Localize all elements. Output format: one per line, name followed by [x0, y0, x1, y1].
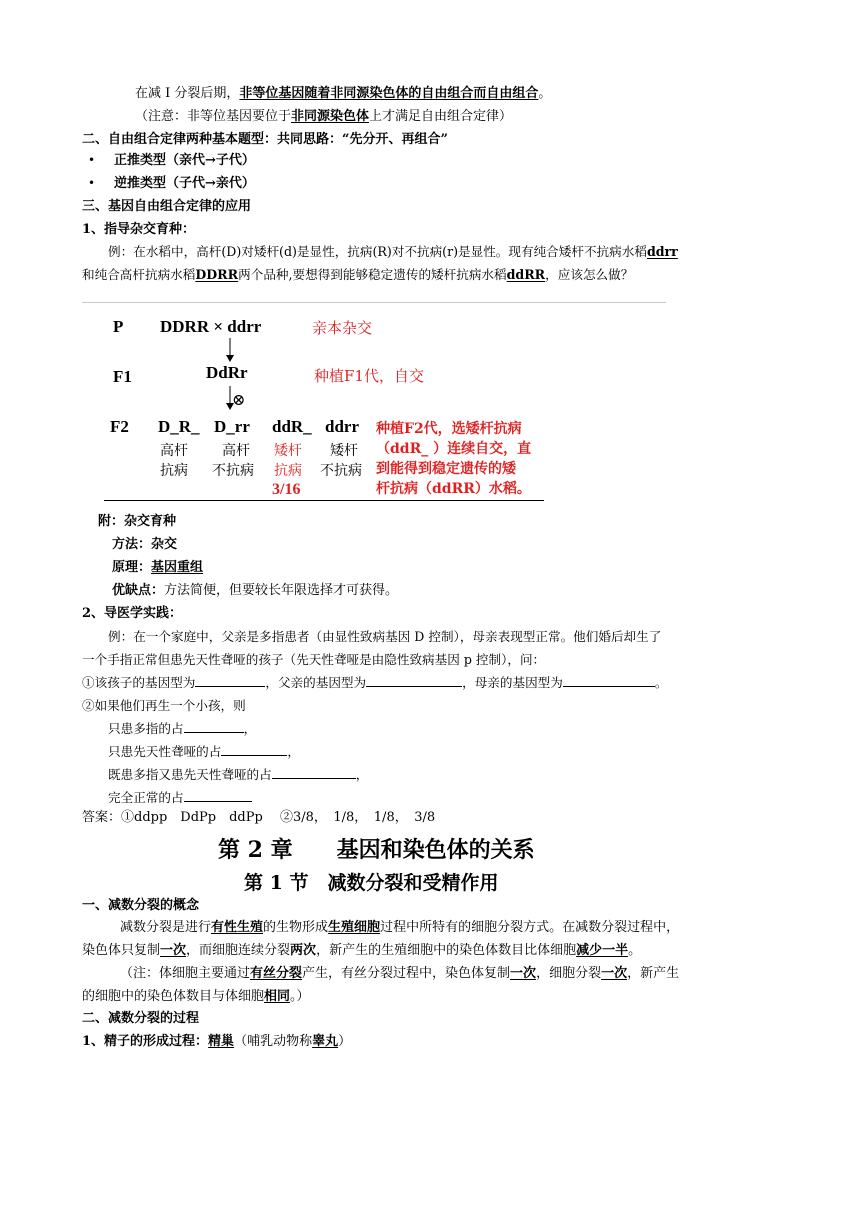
- paragraph-line: [82, 987, 310, 1007]
- key-phrase: 睾丸: [312, 1034, 339, 1049]
- appendix-principle: [112, 558, 203, 578]
- key-phrase: 一次: [601, 966, 628, 981]
- answer-blank[interactable]: [221, 742, 287, 756]
- divider: [82, 302, 666, 303]
- f1-note: 种植F1代，自交: [314, 367, 424, 385]
- bullet-icon: •: [88, 153, 96, 167]
- f2-genotype: ddrr: [325, 417, 359, 436]
- key-phrase: 有性生殖: [211, 920, 264, 935]
- text: ，: [243, 721, 257, 736]
- text: 。）: [290, 989, 310, 1004]
- answer-blank[interactable]: [563, 673, 655, 687]
- arrow-down-icon: [225, 338, 235, 362]
- f2-phenotype: 高杆: [222, 443, 250, 459]
- appendix-title: 附：杂交育种: [98, 514, 177, 529]
- text: 只患先天性聋哑的占: [108, 744, 222, 759]
- key-phrase: 一次: [160, 943, 187, 958]
- text: ，父亲的基因型为: [265, 675, 367, 690]
- self-cross-icon: ⊗: [232, 390, 246, 409]
- f2-phenotype: 抗病: [274, 463, 302, 479]
- question-item: [108, 742, 300, 762]
- f2-genotype: D_R_: [158, 417, 200, 436]
- key-phrase: 非等位基因随着非同源染色体的自由组合而自由组合: [239, 86, 539, 101]
- text: 在减 I 分裂后期，: [135, 86, 240, 101]
- label: 原理：: [112, 560, 152, 575]
- key-phrase: 相同: [264, 989, 291, 1004]
- heading-three: 三、基因自由组合定律的应用: [82, 199, 252, 214]
- text: ，新产生的生殖细胞中的染色体数目比体细胞: [316, 943, 577, 958]
- text: 。: [538, 86, 552, 101]
- p-cross: DDRR × ddrr: [160, 317, 262, 336]
- f2-note: （ddR_ ）连续自交，直: [376, 441, 532, 457]
- answer-blank[interactable]: [195, 673, 265, 687]
- key-phrase: 一次: [510, 966, 537, 981]
- f2-genotype: D_rr: [214, 417, 250, 436]
- text: ，: [287, 744, 300, 759]
- answer-blank[interactable]: [184, 788, 252, 802]
- question-two: ②如果他们再生一个小孩，则: [82, 698, 246, 713]
- key-phrase: 有丝分裂: [250, 966, 303, 981]
- bullet-item: 逆推类型（子代→亲代）: [114, 176, 255, 191]
- text: ，: [355, 767, 369, 782]
- key-phrase: 生殖细胞: [328, 920, 381, 935]
- genotype: DDRR: [195, 267, 239, 282]
- heading-two: 二、自由组合定律两种基本题型：共同思路：“先分开、再组合”: [82, 132, 448, 147]
- text: 染色体只复制: [82, 943, 161, 958]
- answer-blank[interactable]: [184, 719, 244, 733]
- sub-heading-medical: 2、导医学实践：: [82, 606, 183, 621]
- f2-phenotype: 抗病: [160, 463, 188, 479]
- text: ，应该怎么做？: [545, 267, 634, 282]
- f2-label: F2: [110, 417, 129, 436]
- f1-label: F1: [113, 367, 132, 386]
- bullet-item: 正推类型（亲代→子代）: [114, 153, 255, 168]
- appendix-pros: [112, 581, 398, 601]
- chapter-title: 第 2 章 基因和染色体的关系: [218, 837, 535, 863]
- section-title: 第 1 节 减数分裂和受精作用: [244, 872, 499, 894]
- text: 的生物形成: [263, 920, 329, 935]
- bold-text: 两次: [290, 943, 317, 958]
- example-line: 例：在一个家庭中，父亲是多指患者（由显性致病基因 D 控制），母亲表现型正常。他们婚后却生了: [108, 629, 662, 644]
- text: （哺乳动物称: [234, 1034, 313, 1049]
- text: （注意：非等位基因要位于: [135, 109, 292, 124]
- text: 既患多指又患先天性聋哑的占: [108, 767, 272, 782]
- question-item: [108, 719, 256, 739]
- question-item: [108, 788, 252, 808]
- f2-phenotype: 矮杆: [330, 443, 358, 459]
- question-one: [82, 673, 667, 693]
- key-phrase: 精巢: [208, 1034, 235, 1049]
- sub-heading-breeding: 1、指导杂交育种：: [82, 222, 196, 237]
- text: 两个品种,要想得到能够稳定遗传的矮杆抗病水稻: [238, 267, 507, 282]
- question-item: [108, 765, 368, 785]
- text: 例：在水稻中，高杆(D)对矮杆(d)是显性，抗病(R)对不抗病(r)是显性。现有纯合矮杆不抗病水稻: [108, 244, 647, 259]
- f2-phenotype: 不抗病: [212, 463, 254, 479]
- text: ①该孩子的基因型为: [82, 675, 196, 690]
- f2-note: 种植F2代，选矮杆抗病: [376, 421, 522, 437]
- bold-text: 1、精子的形成过程：: [82, 1034, 209, 1049]
- text: ，而细胞连续分裂: [186, 943, 291, 958]
- f2-note: 杆抗病（ddRR）水稻。: [376, 481, 531, 497]
- genotype: ddRR: [506, 267, 546, 282]
- statement-line: [135, 84, 551, 104]
- text: 完全正常的占: [108, 790, 184, 805]
- paragraph-line: [82, 1032, 351, 1052]
- key-phrase: 基因重组: [151, 560, 204, 575]
- heading-concept: 一、减数分裂的概念: [82, 898, 200, 913]
- text: 上才满足自由组合定律）: [369, 109, 513, 124]
- appendix-method: 方法：杂交: [112, 537, 178, 552]
- bullet-icon: •: [88, 176, 96, 190]
- answer-blank[interactable]: [272, 765, 356, 779]
- key-phrase: 减少一半: [576, 943, 629, 958]
- text: ，细胞分裂: [536, 966, 602, 981]
- f2-phenotype: 矮杆: [274, 443, 302, 459]
- text: 。: [628, 943, 642, 958]
- example-line: 一个手指正常但患先天性聋哑的孩子（先天性聋哑是由隐性致病基因 p 控制），问：: [82, 652, 546, 667]
- f2-phenotype: 不抗病: [320, 463, 362, 479]
- text: 减数分裂是进行: [120, 920, 212, 935]
- heading-process: 二、减数分裂的过程: [82, 1011, 200, 1026]
- f2-genotype: ddR_: [272, 417, 312, 436]
- p-note: 亲本杂交: [312, 319, 373, 337]
- text: ，母亲的基因型为: [462, 675, 563, 690]
- text: 。: [654, 675, 668, 690]
- paragraph-line: [120, 964, 679, 984]
- genotype: ddrr: [646, 244, 678, 259]
- text: ，新产生: [627, 966, 680, 981]
- text: 过程中所特有的细胞分裂方式。在减数分裂过程中，: [380, 920, 680, 935]
- p-label: P: [113, 317, 124, 336]
- text: 只患多指的占: [108, 721, 184, 736]
- f2-note: 到能得到稳定遗传的矮: [376, 461, 516, 477]
- diagram-baseline: [104, 500, 544, 501]
- text: 和纯合高杆抗病水稻: [82, 267, 196, 282]
- example-line: [108, 242, 678, 262]
- key-phrase: 非同源染色体: [291, 109, 370, 124]
- text: （注：体细胞主要通过: [120, 966, 251, 981]
- text: 的细胞中的染色体数目与体细胞: [82, 989, 265, 1004]
- example-line: [82, 265, 633, 285]
- note-line: [135, 107, 512, 127]
- f2-ratio: 3/16: [272, 481, 301, 498]
- paragraph-line: [120, 918, 679, 938]
- text: 产生，有丝分裂过程中，染色体复制: [302, 966, 511, 981]
- label: 优缺点：: [112, 583, 165, 598]
- text: ）: [338, 1034, 352, 1049]
- answer-blank[interactable]: [366, 673, 462, 687]
- answer-line: 答案：①ddpp DdPp ddPp ②3/8， 1/8， 1/8， 3/8: [82, 810, 436, 825]
- f2-phenotype: 高杆: [160, 443, 188, 459]
- f1-genotype: DdRr: [206, 363, 248, 382]
- paragraph-line: [82, 941, 641, 961]
- text: 方法简便，但要较长年限选择才可获得。: [164, 583, 399, 598]
